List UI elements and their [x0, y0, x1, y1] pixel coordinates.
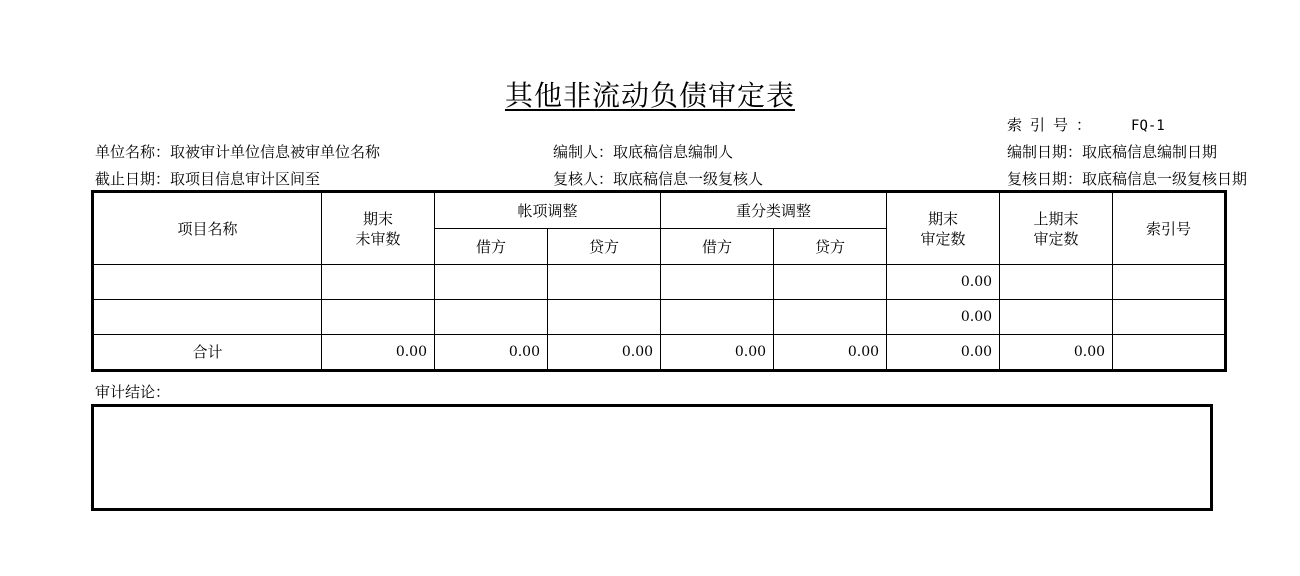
- cell-item-name[interactable]: [93, 265, 322, 300]
- reviewer-value: 取底稿信息一级复核人: [613, 170, 764, 188]
- header-period-end-unaudited: 期末 未审数: [322, 192, 435, 265]
- cell-reclass-debit[interactable]: [661, 265, 774, 300]
- cutoff-date-value: 取项目信息审计区间至: [170, 170, 321, 188]
- cell-audited[interactable]: 0.00: [887, 300, 1000, 335]
- total-unaudited: 0.00: [322, 335, 435, 371]
- total-account-debit: 0.00: [435, 335, 548, 371]
- cell-account-debit[interactable]: [435, 265, 548, 300]
- cell-item-name[interactable]: [93, 300, 322, 335]
- unit-name-value: 取被审计单位信息被审单位名称: [170, 143, 381, 161]
- cell-account-debit[interactable]: [435, 300, 548, 335]
- prep-date-value: 取底稿信息编制日期: [1082, 143, 1218, 161]
- total-label: 合计: [93, 335, 322, 371]
- cell-unaudited[interactable]: [322, 265, 435, 300]
- preparer-value: 取底稿信息编制人: [613, 143, 734, 161]
- header-account-adjustment: 帐项调整: [435, 192, 661, 229]
- document-title: 其他非流动负债审定表: [504, 79, 795, 112]
- reviewer-field: [553, 170, 763, 188]
- cell-reclass-credit[interactable]: [774, 265, 887, 300]
- cell-prior-audited[interactable]: [1000, 300, 1113, 335]
- audit-table: [91, 190, 1227, 372]
- prep-date-field: [1007, 143, 1217, 161]
- reviewer-label: 复核人：: [553, 170, 614, 188]
- header-reclassification-adjustment: 重分类调整: [661, 192, 887, 229]
- prep-date-label: 编制日期：: [1007, 143, 1083, 161]
- cell-account-credit[interactable]: [548, 300, 661, 335]
- total-index: [1113, 335, 1226, 371]
- cutoff-date-label: 截止日期：: [95, 170, 171, 188]
- header-reclass-credit: 贷方: [774, 229, 887, 265]
- review-date-label: 复核日期：: [1007, 170, 1083, 188]
- table-row: [93, 300, 1226, 335]
- review-date-value: 取底稿信息一级复核日期: [1082, 170, 1248, 188]
- header-item-name: 项目名称: [93, 192, 322, 265]
- header-reclass-debit: 借方: [661, 229, 774, 265]
- index-number-value: FQ-1: [1131, 118, 1165, 134]
- total-row: [93, 335, 1226, 371]
- total-account-credit: 0.00: [548, 335, 661, 371]
- cell-unaudited[interactable]: [322, 300, 435, 335]
- cell-prior-audited[interactable]: [1000, 265, 1113, 300]
- unit-name-field: [95, 143, 380, 161]
- audit-conclusion-box[interactable]: [91, 404, 1213, 511]
- preparer-label: 编制人：: [553, 143, 614, 161]
- cell-index[interactable]: [1113, 300, 1226, 335]
- audit-conclusion-label: 审计结论：: [95, 383, 171, 401]
- total-prior-audited: 0.00: [1000, 335, 1113, 371]
- cell-account-credit[interactable]: [548, 265, 661, 300]
- cutoff-date-field: [95, 170, 320, 188]
- total-reclass-credit: 0.00: [774, 335, 887, 371]
- index-number-label: 索引号：: [1007, 116, 1100, 134]
- total-reclass-debit: 0.00: [661, 335, 774, 371]
- preparer-field: [553, 143, 733, 161]
- cell-index[interactable]: [1113, 265, 1226, 300]
- header-index-number: 索引号: [1113, 192, 1226, 265]
- unit-name-label: 单位名称：: [95, 143, 171, 161]
- total-audited: 0.00: [887, 335, 1000, 371]
- header-account-credit: 贷方: [548, 229, 661, 265]
- header-account-debit: 借方: [435, 229, 548, 265]
- header-period-end-audited: 期末 审定数: [887, 192, 1000, 265]
- cell-audited[interactable]: 0.00: [887, 265, 1000, 300]
- review-date-field: [1007, 170, 1248, 188]
- cell-reclass-credit[interactable]: [774, 300, 887, 335]
- index-number: [1007, 116, 1207, 135]
- table-row: [93, 265, 1226, 300]
- cell-reclass-debit[interactable]: [661, 300, 774, 335]
- header-prior-period-audited: 上期末 审定数: [1000, 192, 1113, 265]
